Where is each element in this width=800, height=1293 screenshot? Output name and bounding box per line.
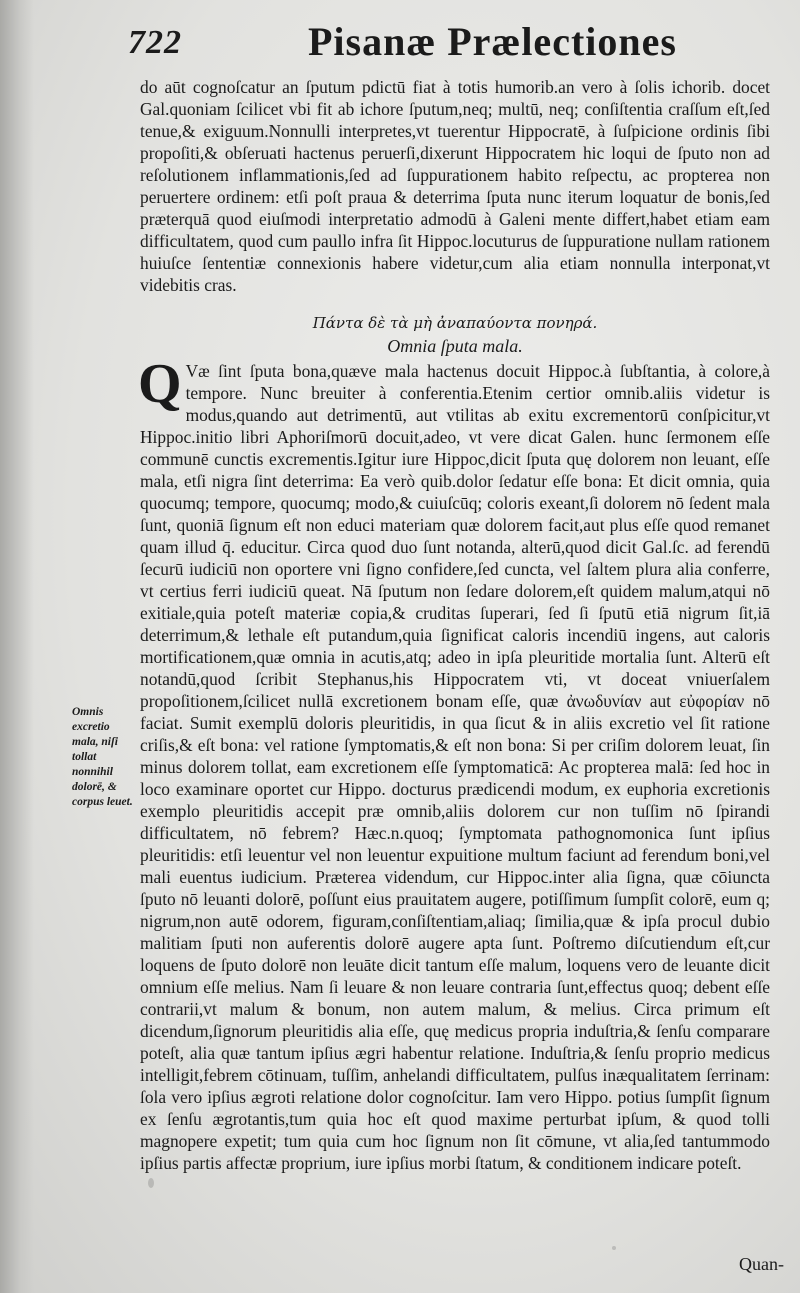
- drop-cap: Q: [138, 353, 182, 415]
- running-title: Pisanæ Prælectiones: [308, 19, 677, 64]
- page-number: 722: [128, 24, 182, 61]
- catchword: Quan-: [739, 1254, 784, 1274]
- page-header: [128, 18, 790, 70]
- margin-note: Omnis excretio mala, niſi tollat nonnihil dolorē, & corpus leuet.: [72, 706, 133, 808]
- greek-lemma: Πάντα δὲ τὰ μὴ ἀναπαύοντα πονηρά.: [312, 314, 598, 332]
- page-edge-shadow: [0, 0, 34, 1293]
- paragraph-main-text: Væ ſint ſputa bona,quæve mala hactenus docuit Hippoc.à ſubſtantia, à colore,à tempore. Nunc breuiter à conferentia.Etenim certior omnib.aliis videtur is modus,quando aut detrimentū, aut vtilitas ab exitu excrementorū conſpicitur,vt Hippoc.initio libri Aphoriſmorū docuit,adeo, vt vere dicat Galen. hunc ſermonem eſſe communē cunctis excrementis.Igitur iure Hippoc,dicit ſputa quę dolorem non leuant, eſſe mala, etſi nigra ſint deterrima: Ea verò quib.dolor ſedatur eſſe bona: Et dicit omnia, quia quocumq; tempore, quocumq; modo,& cuiuſcūq; coloris exeant,ſi dolorem nō ſedent mala ſunt, quoniā ſignum eſt non educi materiam quæ dolorem facit,aut plus eſſe quod remanet quam illud q̄. educitur. Circa quod duo ſunt notanda, alterū,quod dicit Gal.ſc. ad ferendū ſecurū iudiciū non oportere vni ſigno confidere,ſed cuncta, vel ſaltem plura alia conferre, vt certius ferri iudiciū queat. Nā ſputum non ſedare dolorem,eſt quidem malum,atqui nō exitiale,quia poteſt materiæ copia,& cruditas ſuperari, ſed ſi ſputū etiā nigrum ſit,iā deterrimum,& lethale eſt putandum,quia ſignificat caloris incendiū ingens, aut caloris mortificationem,quæ omnia in acutis,atq; adeo in ipſa pleuritide mortalia ſunt. Alterū eſt notandū,quod ſcribit Stephanus,his Hippocratem vti, vt doceat vniuerſalem propoſitionem,ſcilicet nullā excretionem bonam eſſe, quæ ἀνωδυνίαν aut εὐφορίαν nō faciat. Sumit exemplū doloris pleuritidis, in qua ſicut & in aliis excretio vel ſit ratione criſis,& eſt bona: vel ratione ſymptomatis,& eſt non bona: Si per criſim dolorem leuat, ſin minus dolorem tollat, eam excretionem eſſe ſymptomaticā: Ac propterea malā: ſed hoc in loco examinare oportet cur Hippo. docturus prædicendi modum, ex euphoria excretionis exemplo pleuritidis accepit præ omnib,aliis dolorem cur non tuſſim nō ſpirandi difficultatem, nō febrem? Hæc.n.quoq; ſymptomata pathognomonica ſunt ipſius pleuritidis: etſi leuentur vel non leuentur expuitione multum faciunt ad ferendum boni,vel mali euentus iudicium. Præterea videndum, cur Hippoc.inter alia ſigna, quæ cōiuncta ſputo nō leuanti dolorē, poſſunt eius prauitatem augere, potiſſimum ſumpſit colorē, eum q; nigrum,non autē odorem, figuram,conſiſtentiam,aliaq; ſimilia,quæ & ipſa procul dubio malitiam ſputi non auferentis dolorē augere apta ſunt. Poſtremo diſcutiendum eſt,cur loquens de ſputo dolorē non leuāte dicit tantum eſſe malum, loquens vero de leuante dicit omnium eſſe melius. Nam ſi leuare & non leuare contraria ſunt,effectus quoq; debent eſſe contrarii,vt malum & bonum, non autem malum, & melius. Circa primum eſt dicendum,ſignorum pleuritidis alia eſſe, quę medicus propria induſtria,& ſenſu comparare poteſt, alia quæ tantum ipſius ægri habentur relatione. Induſtria,& ſenſu proprio medicus intelligit,febrem cōtinuam, tuſſim, anhelandi difficultatem, pulſus inæqualitatem ſerrinam: ſola vero ipſius ægroti relatione dolor cognoſcitur. Iam vero Hippo. potius ſumpſit ſignum ex ſenſu ægrotantis,tum quia hoc eſt quod maxime perturbat ipſum, & quod tolli magnopere expetit; tum quia cum hoc ſignum non ſit cōmune, vt alia,ſed tantummodo ipſius partis affectæ proprium, iure ipſius morbi ſtatum, & conditionem indicare poteſt.: [140, 361, 770, 1173]
- paragraph-main: [138, 353, 770, 1174]
- paper-speck: [612, 1246, 616, 1250]
- paragraph-continuation: do aūt cognoſcatur an ſputum pdictū fiat à totis humorib.an vero à ſolis ichorib. docet Gal.quoniam ſcilicet vbi fit ab ichore ſputum,neq; multū, neq; conſiſtentia craſſum eſt,ſed tenue,& exiguum.Nonnulli interpretes,vt tuerentur Hippocratē, à ſuſpicione ordinis ſibi propoſiti,& obſeruati hactenus peruerſi,dixerunt Hippocratem hic loqui de ſputo non ad reſolutionem inflammationis,ſed ad ſuppurationem habito reſpectu, ac propterea non peruertere ordinem: etſi poſt praua & deterrima ſputa nunc iterum loquatur de bonis,ſed præterquā quod eiuſmodi interpretatio admodū à Galeni mente differt,habet etiam eam difficultatem, quod cum paullo infra ſit Hippoc.locuturus de ſuppuratione nullam rationem huiuſce ſententiæ connexionis habere videtur,cum alia etiam nonnulla interponat,vt videbitis cras.: [140, 77, 770, 295]
- paper-speck: [148, 1178, 154, 1188]
- latin-lemma: Omnia ſputa mala.: [387, 336, 523, 356]
